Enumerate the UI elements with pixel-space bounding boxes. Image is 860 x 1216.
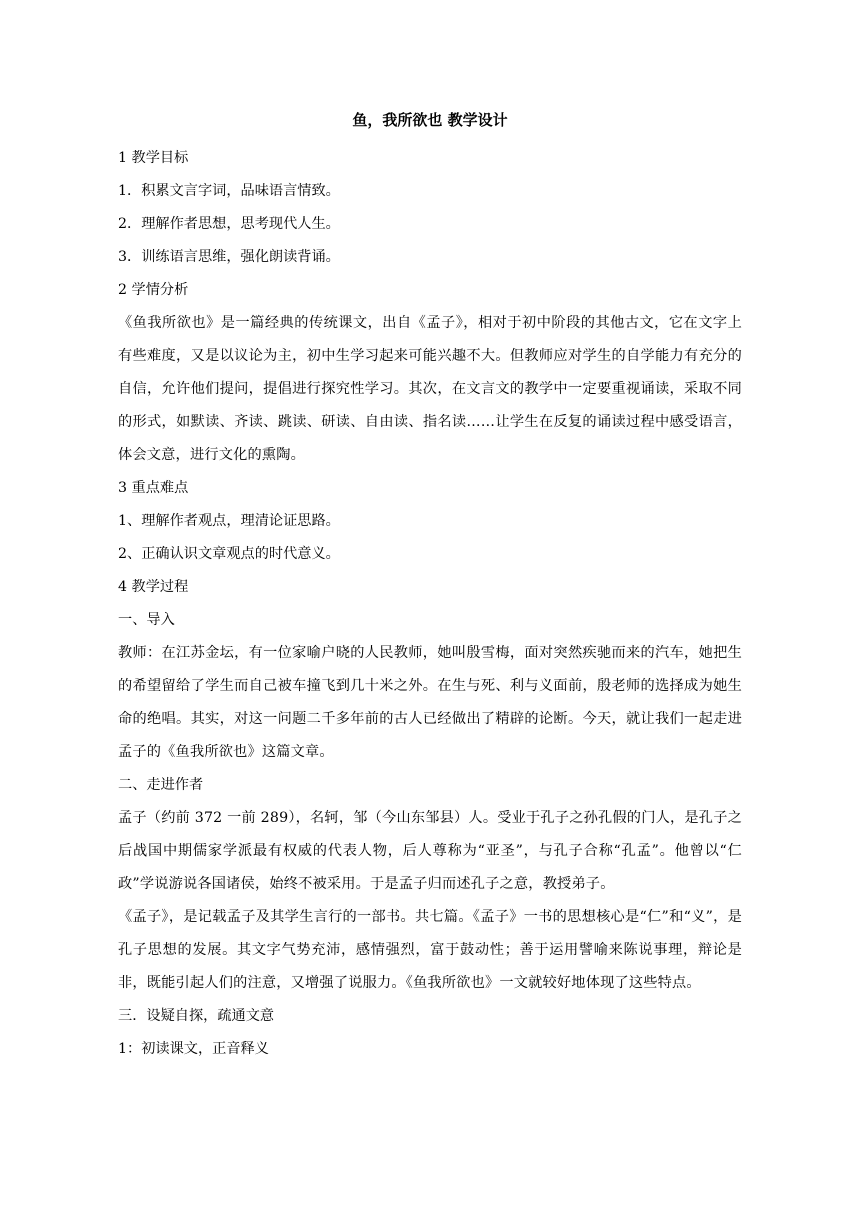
explore-item: 1：初读课文，正音释义 [118, 1041, 269, 1057]
key-point-item: 2、正确认识文章观点的时代意义。 [118, 546, 340, 562]
analysis-paragraph: 《鱼我所欲也》是一篇经典的传统课文，出自《孟子》，相对于初中阶段的其他古文，它在文字上有些难度，又是以议论为主，初中生学习起来可能兴趣不大。但教师应对学生的自学能力有充分的自信，允许他们提问，提倡进行探究性学习。其次，在文言文的教学中一定要重视诵读，采取不同的形式，如默读、齐读、跳读、研读、自由读、指名读……让学生在反复的诵读过程中感受语言，体会文意，进行文化的熏陶。 [118, 315, 742, 463]
section-heading-analysis: 2 学情分析 [118, 282, 189, 298]
intro-paragraph: 教师：在江苏金坛，有一位家喻户晓的人民教师，她叫殷雪梅，面对突然疾驰而来的汽车，她把生的希望留给了学生而自己被车撞飞到几十米之外。在生与死、利与义面前，殷老师的选择成为她生命的绝唱。其实，对这一问题二千多年前的古人已经做出了精辟的论断。今天，就让我们一起走进孟子的《鱼我所欲也》这篇文章。 [118, 645, 742, 760]
subsection-heading-author: 二、走进作者 [118, 777, 204, 793]
book-paragraph: 《孟子》，是记载孟子及其学生言行的一部书。共七篇。《孟子》一书的思想核心是“仁”和“义”，是孔子思想的发展。其文字气势充沛，感情强烈，富于鼓动性；善于运用譬喻来陈说事理，辩论是非，既能引起人们的注意，又增强了说服力。《鱼我所欲也》一文就较好地体现了这些特点。 [118, 909, 742, 991]
key-point-item: 1、理解作者观点，理清论证思路。 [118, 513, 340, 529]
section-heading-goals: 1 教学目标 [118, 150, 189, 166]
section-heading-process: 4 教学过程 [118, 579, 189, 595]
subsection-heading-intro: 一、导入 [118, 612, 175, 628]
document-title: 鱼，我所欲也 教学设计 [352, 111, 508, 129]
goal-item: 1．积累文言字词，品味语言情致。 [118, 183, 340, 199]
goal-item: 3．训练语言思维，强化朗读背诵。 [118, 249, 340, 265]
document-page [118, 108, 742, 1066]
section-heading-key-points: 3 重点难点 [118, 480, 189, 496]
goal-item: 2．理解作者思想，思考现代人生。 [118, 216, 340, 232]
subsection-heading-explore: 三．设疑自探，疏通文意 [118, 1008, 275, 1024]
author-paragraph: 孟子（约前 372 一前 289），名轲，邹（今山东邹县）人。受业于孔子之孙孔假的门人，是孔子之后战国中期儒家学派最有权威的代表人物，后人尊称为“亚圣”，与孔子合称“孔孟”。他曾以“仁政”学说游说各国诸侯，始终不被采用。于是孟子归而述孔子之意，教授弟子。 [118, 810, 742, 892]
